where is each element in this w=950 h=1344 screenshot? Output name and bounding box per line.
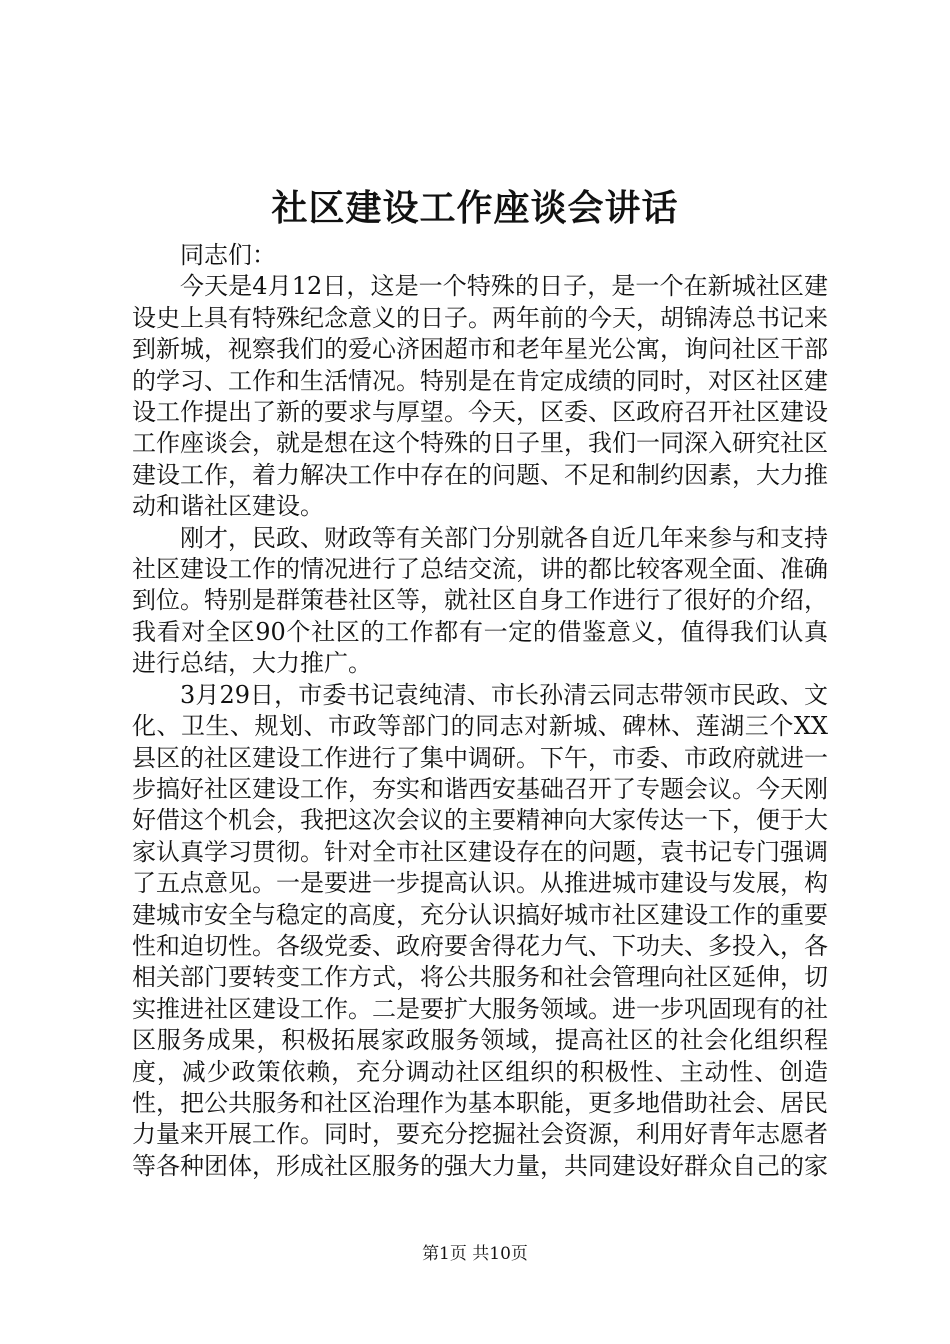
page-number-footer: 第1页 共10页 — [422, 1244, 528, 1264]
body-paragraph-1: 今天是4月12日，这是一个特殊的日子，是一个在新城社区建设史上具有特殊纪念意义的日子。两年前的今天，胡锦涛总书记来到新城，视察我们的爱心济困超市和老年星光公寓，询问社区干部的学习、工作和生活情况。特别是在肯定成绩的同时，对区社区建设工作提出了新的要求与厚望。今天，区委、区政府召开社区建设工作座谈会，就是想在这个特殊的日子里，我们一同深入研究社区建设工作，着力解决工作中存在的问题、不足和制约因素，大力推动和谐社区建设。 — [132, 272, 828, 521]
salutation-paragraph: 同志们： — [180, 241, 276, 269]
document-title: 社区建设工作座谈会讲话 — [271, 187, 679, 229]
body-paragraph-2: 刚才，民政、财政等有关部门分别就各自近几年来参与和支持社区建设工作的情况进行了总结交流，讲的都比较客观全面、准确到位。特别是群策巷社区等，就社区自身工作进行了很好的介绍，我看对全区90个社区的工作都有一定的借鉴意义，值得我们认真进行总结，大力推广。 — [132, 523, 828, 678]
body-paragraph-3: 3月29日，市委书记袁纯清、市长孙清云同志带领市民政、文化、卫生、规划、市政等部门的同志对新城、碑林、莲湖三个XX县区的社区建设工作进行了集中调研。下午，市委、市政府就进一步搞好社区建设工作，夯实和谐西安基础召开了专题会议。今天刚好借这个机会，我把这次会议的主要精神向大家传达一下，便于大家认真学习贯彻。针对全市社区建设存在的问题，袁书记专门强调了五点意见。一是要进一步提高认识。从推进城市建设与发展，构建城市安全与稳定的高度，充分认识搞好城市社区建设工作的重要性和迫切性。各级党委、政府要舍得花力气、下功夫、多投入，各相关部门要转变工作方式，将公共服务和社会管理向社区延伸，切实推进社区建设工作。二是要扩大服务领域。进一步巩固现有的社区服务成果，积极拓展家政服务领域，提高社区的社会化组织程度，减少政策依赖，充分调动社区组织的积极性、主动性、创造性，把公共服务和社区治理作为基本职能，更多地借助社会、居民力量来开展工作。同时，要充分挖掘社会资源，利用好青年志愿者等各种团体，形成社区服务的强大力量，共同建设好群众自己的家 — [132, 680, 828, 1180]
document-body — [132, 240, 828, 1182]
